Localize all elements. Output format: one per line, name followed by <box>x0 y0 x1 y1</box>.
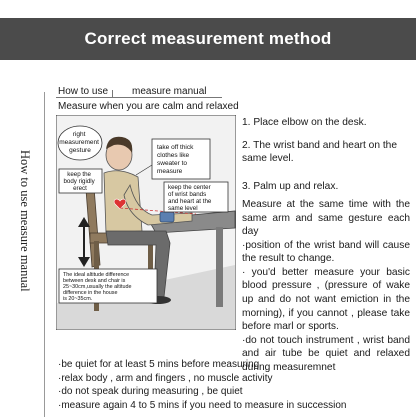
tip-3: ·do not speak during measuring , be quiet <box>58 386 243 398</box>
wrist-band <box>160 212 174 222</box>
calm-instruction: Measure when you are calm and relaxed <box>58 101 239 112</box>
note-2: ·position of the wrist band will cause the result to change. <box>242 239 410 265</box>
callout-altitude: The ideal altitude difference between desk and chair is 25~30cm,usually the altitude difference in the house is 20~35cm. <box>63 272 132 302</box>
notes-list <box>242 198 410 374</box>
subheader-measure-manual: measure manual <box>132 86 207 97</box>
tip-1: ·be quiet for at least 5 mins before measuring <box>58 359 260 370</box>
callout-center: keep the center of wrist bands and heart at the same level <box>168 184 212 212</box>
side-divider <box>44 92 45 417</box>
note-1: Measure at the same time with the same arm and same gesture each day <box>242 199 410 238</box>
page-title: Correct measurement method <box>84 29 332 48</box>
callout-clothes: take off thick clothes like sweater to measure <box>157 144 194 175</box>
callout-gesture: right measurement gesture <box>59 131 99 154</box>
subheader-underline <box>56 97 222 98</box>
tip-2: ·relax body , arm and fingers , no muscle activity <box>58 372 273 384</box>
note-4: ·do not touch instrument , wrist band and air tube be quiet and relaxed during measuremnet <box>242 334 410 373</box>
posture-illustration <box>56 115 236 330</box>
step-1: 1. Place elbow on the desk. <box>242 117 367 128</box>
step-3: 3. Palm up and relax. <box>242 181 339 192</box>
subheader-how-to-use: How to use <box>58 86 109 97</box>
step-2: 2. The wrist band and heart on the same level. <box>242 140 397 165</box>
bottom-tips <box>58 358 408 412</box>
title-band <box>0 18 416 60</box>
desk-leg <box>216 227 223 307</box>
side-label <box>18 150 36 365</box>
side-label-text: How to use measure manual <box>18 150 32 292</box>
tip-4: ·measure again 4 to 5 mins if you need to measure in succession <box>58 399 347 411</box>
callout-body: keep the body rigidly erect <box>63 171 95 192</box>
note-3: · you'd better measure your basic blood pressure , (pressure of wake up and do not want emiction in the morning), if you cannot , please take before marl or sports. <box>242 266 410 333</box>
subheader-tick <box>112 90 113 98</box>
